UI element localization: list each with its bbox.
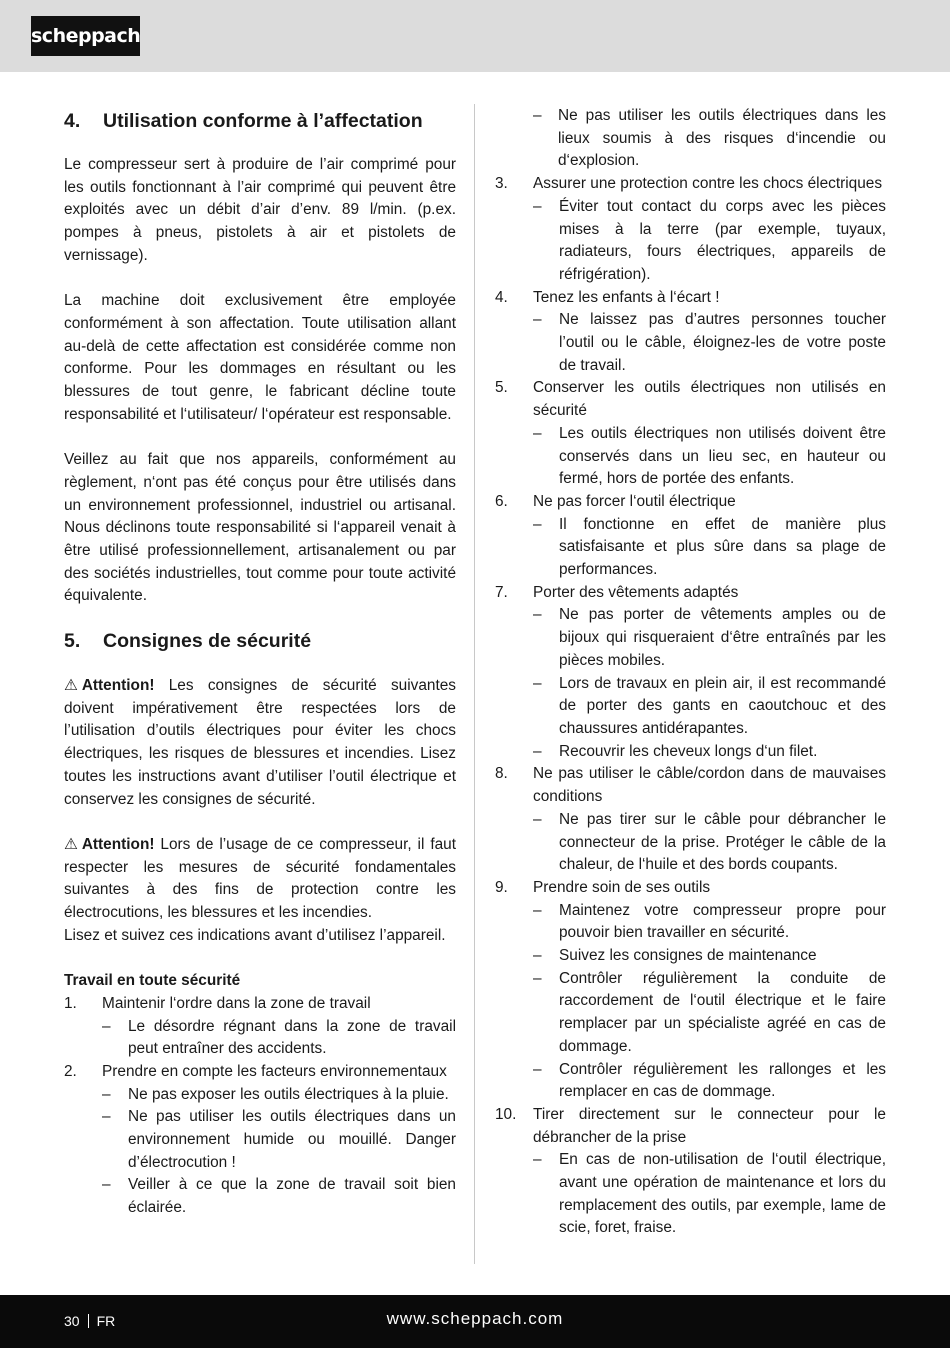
dash-bullet: – — [102, 1176, 111, 1194]
attention-text: Lors de l’usage de ce compresseur, il faut respecter les mesures de sécurité fondamentales suivantes à des fins de protection contre les électrocutions, les blessures et les incendies. — [64, 835, 456, 922]
paragraph: Lisez et suivez ces indications avant d’utilisez l’appareil. — [64, 926, 446, 944]
section-number: 5. — [64, 630, 81, 653]
item-number: 1. — [64, 994, 77, 1012]
subitem-text: Contrôler régulièrement les rallonges et les remplacer en cas de dommage. — [559, 1060, 886, 1101]
dash-bullet: – — [533, 311, 542, 329]
list-subitem — [495, 673, 886, 741]
brand-logo — [31, 16, 140, 56]
subitem-text: Les outils électriques non utilisés doivent être conservés dans un lieu sec, en hauteur ou fermé, hors de portée des enfants. — [559, 424, 886, 488]
attention-paragraph — [64, 675, 456, 811]
list-item — [495, 1104, 886, 1149]
subitem-text: Maintenez votre compresseur propre pour pouvoir bien travailler en sécurité. — [559, 901, 886, 942]
language-code: FR — [96, 1313, 116, 1329]
item-text: Assurer une protection contre les chocs électriques — [533, 175, 883, 193]
attention-text: Les consignes de sécurité suivantes doivent impérativement être respectées lors de l’utilisation d’outils électriques pour éviter les chocs électriques, les risques de blessures et incendies. Lisez toutes les instructions avant d’utiliser l’outil électrique et conservez les consignes de sécurité. — [64, 677, 456, 808]
dash-bullet: – — [533, 107, 542, 124]
dash-bullet: – — [533, 424, 542, 442]
dash-bullet: – — [533, 742, 542, 760]
subitem-text: Le désordre régnant dans la zone de travail peut entraîner des accidents. — [128, 1017, 456, 1058]
item-text: Ne pas forcer l‘outil électrique — [533, 492, 736, 510]
section-number: 4. — [64, 110, 81, 132]
list-subitem — [495, 196, 886, 287]
list-item — [495, 582, 886, 605]
list-subitem — [495, 900, 886, 945]
section-4-heading — [64, 107, 456, 135]
list-subitem — [64, 1174, 456, 1219]
page-number-value: 30 — [64, 1313, 80, 1329]
subitem-text: Suivez les consignes de maintenance — [559, 947, 817, 965]
dash-bullet: – — [533, 1151, 542, 1169]
list-subitem — [495, 945, 886, 968]
attention-label: Attention! — [81, 677, 155, 695]
list-item — [64, 993, 456, 1016]
safety-list — [64, 993, 456, 1220]
item-number: 9. — [495, 878, 508, 896]
paragraph: Veillez au fait que nos appareils, conformément au règlement, n‘ont pas été conçus pour être utilisés dans un environnement professionnel, industriel ou artisanal. Nous déclinons toute responsabilité si l‘appareil venait à être utilisé professionnellement, artisanalement ou par des sociétés industrielles, tout comme pour toute activité équivalente. — [64, 451, 456, 605]
list-subitem — [64, 1084, 456, 1107]
section-title: Consignes de sécurité — [103, 630, 312, 653]
item-number: 2. — [64, 1062, 77, 1080]
dash-bullet: – — [102, 1085, 111, 1103]
dash-bullet: – — [533, 606, 542, 624]
section-title: Utilisation conforme à l’affectation — [103, 110, 423, 132]
section-5-heading — [64, 627, 456, 655]
subitem-text: Ne pas utiliser les outils électriques dans un environnement humide ou mouillé. Danger d’électrocution ! — [128, 1108, 456, 1171]
attention-paragraph — [64, 834, 456, 925]
item-number: 8. — [495, 765, 508, 783]
list-item — [495, 377, 886, 422]
warning-icon: ⚠ — [64, 677, 78, 695]
subitem-text: Ne pas tirer sur le câble pour débrancher le connecteur de la prise. Protéger le câble de la chaleur, de l‘huile et des bords coupants. — [559, 810, 886, 874]
item-number: 7. — [495, 583, 508, 601]
subitem-text: Ne pas utiliser les outils électriques dans les lieux soumis à des risques d‘incendie ou d‘explosion. — [558, 107, 886, 170]
list-subitem — [495, 1059, 886, 1104]
item-text: Prendre en compte les facteurs environnementaux — [102, 1062, 447, 1080]
subitem-text: Ne pas porter de vêtements amples ou de bijoux qui risqueraient d‘être entraînés par les pièces mobiles. — [559, 606, 886, 669]
right-column — [495, 105, 886, 1240]
dash-bullet: – — [533, 674, 542, 692]
dash-bullet: – — [533, 810, 542, 828]
subitem-text: Il fonctionne en effet de manière plus satisfaisante et plus sûre dans sa plage de performances. — [559, 515, 886, 579]
list-subitem — [495, 423, 886, 491]
footer-bar — [0, 1295, 950, 1348]
list-subitem — [64, 1016, 456, 1061]
subitem-text: Lors de travaux en plein air, il est recommandé de porter des gants en caoutchouc et des chaussures antidérapantes. — [559, 674, 886, 737]
subitem-text: Recouvrir les cheveux longs d‘un filet. — [559, 742, 818, 760]
attention-label: Attention! — [81, 835, 155, 853]
list-subitem — [495, 741, 886, 764]
list-subitem — [495, 604, 886, 672]
item-text: Tirer directement sur le connecteur pour le débrancher de la prise — [533, 1105, 886, 1146]
dash-bullet: – — [533, 1060, 542, 1078]
list-subitem — [64, 1106, 456, 1174]
dash-bullet: – — [533, 515, 542, 533]
list-item — [495, 763, 886, 808]
column-divider — [474, 104, 475, 1264]
item-text: Porter des vêtements adaptés — [533, 583, 739, 601]
list-subitem — [495, 968, 886, 1059]
dash-bullet: – — [533, 197, 542, 215]
list-subitem — [495, 309, 886, 377]
subitem-text: Veiller à ce que la zone de travail soit bien éclairée. — [128, 1176, 456, 1217]
safety-list — [495, 173, 886, 1240]
subitem-text: Éviter tout contact du corps avec les pièces mises à la terre (par exemple, tuyaux, radiateurs, fours électriques, appareils de réfrigération). — [559, 197, 886, 283]
item-text: Tenez les enfants à l‘écart ! — [533, 288, 720, 306]
list-item — [495, 491, 886, 514]
paragraph: Le compresseur sert à produire de l’air comprimé pour les outils fonctionnant à l’air comprimé qui peuvent être exploités avec un débit d’air d’env. 89 l/min. (p.ex. pompes à pneus, pistolets à air et pistolets de vernissage). — [64, 156, 456, 264]
list-item — [495, 287, 886, 310]
subheading: Travail en toute sécurité — [64, 972, 241, 990]
left-column — [64, 105, 456, 1220]
item-number: 4. — [495, 288, 508, 306]
website-link[interactable]: www.scheppach.com — [386, 1309, 564, 1328]
subitem-text: En cas de non-utilisation de l‘outil électrique, avant une opération de maintenance et lors du remplacement des outils, par exemple, lame de scie, foret, fraise. — [559, 1151, 886, 1237]
warning-icon: ⚠ — [64, 835, 78, 853]
dash-bullet: – — [102, 1017, 111, 1035]
list-item — [495, 173, 886, 196]
item-number: 6. — [495, 492, 508, 510]
subitem-text: Contrôler régulièrement la conduite de raccordement de l‘outil électrique et le faire remplacer par un spécialiste agréé en cas de dommage. — [559, 969, 886, 1055]
subitem-text: Ne pas exposer les outils électriques à la pluie. — [128, 1085, 449, 1103]
list-subitem — [495, 105, 886, 173]
list-subitem — [495, 1149, 886, 1240]
dash-bullet: – — [533, 947, 542, 965]
paragraph: La machine doit exclusivement être employée conformément à son affectation. Toute utilisation allant au-delà de cette affectation est considérée comme non conforme. Pour les dommages en résultant ou les blessures de tout genre, le fabricant décline toute responsabilité et l‘utilisateur/ l‘opérateur est responsable. — [64, 292, 456, 423]
brand-logo-text: scheppach — [31, 25, 141, 47]
list-subitem — [495, 809, 886, 877]
dash-bullet: – — [102, 1108, 111, 1126]
list-item — [495, 877, 886, 900]
item-text: Ne pas utiliser le câble/cordon dans de mauvaises conditions — [533, 765, 886, 806]
dash-bullet: – — [533, 901, 542, 919]
dash-bullet: – — [533, 969, 542, 987]
subitem-text: Ne laissez pas d’autres personnes toucher l’outil ou le câble, éloignez-les de votre poste de travail. — [559, 311, 886, 374]
item-text: Maintenir l‘ordre dans la zone de travail — [102, 994, 371, 1012]
list-subitem — [495, 514, 886, 582]
item-text: Conserver les outils électriques non utilisés en sécurité — [533, 379, 886, 420]
header-bar — [0, 0, 950, 72]
item-number: 3. — [495, 175, 508, 193]
item-number: 5. — [495, 379, 508, 397]
item-number: 10. — [495, 1105, 517, 1123]
item-text: Prendre soin de ses outils — [533, 878, 711, 896]
list-item — [64, 1061, 456, 1084]
